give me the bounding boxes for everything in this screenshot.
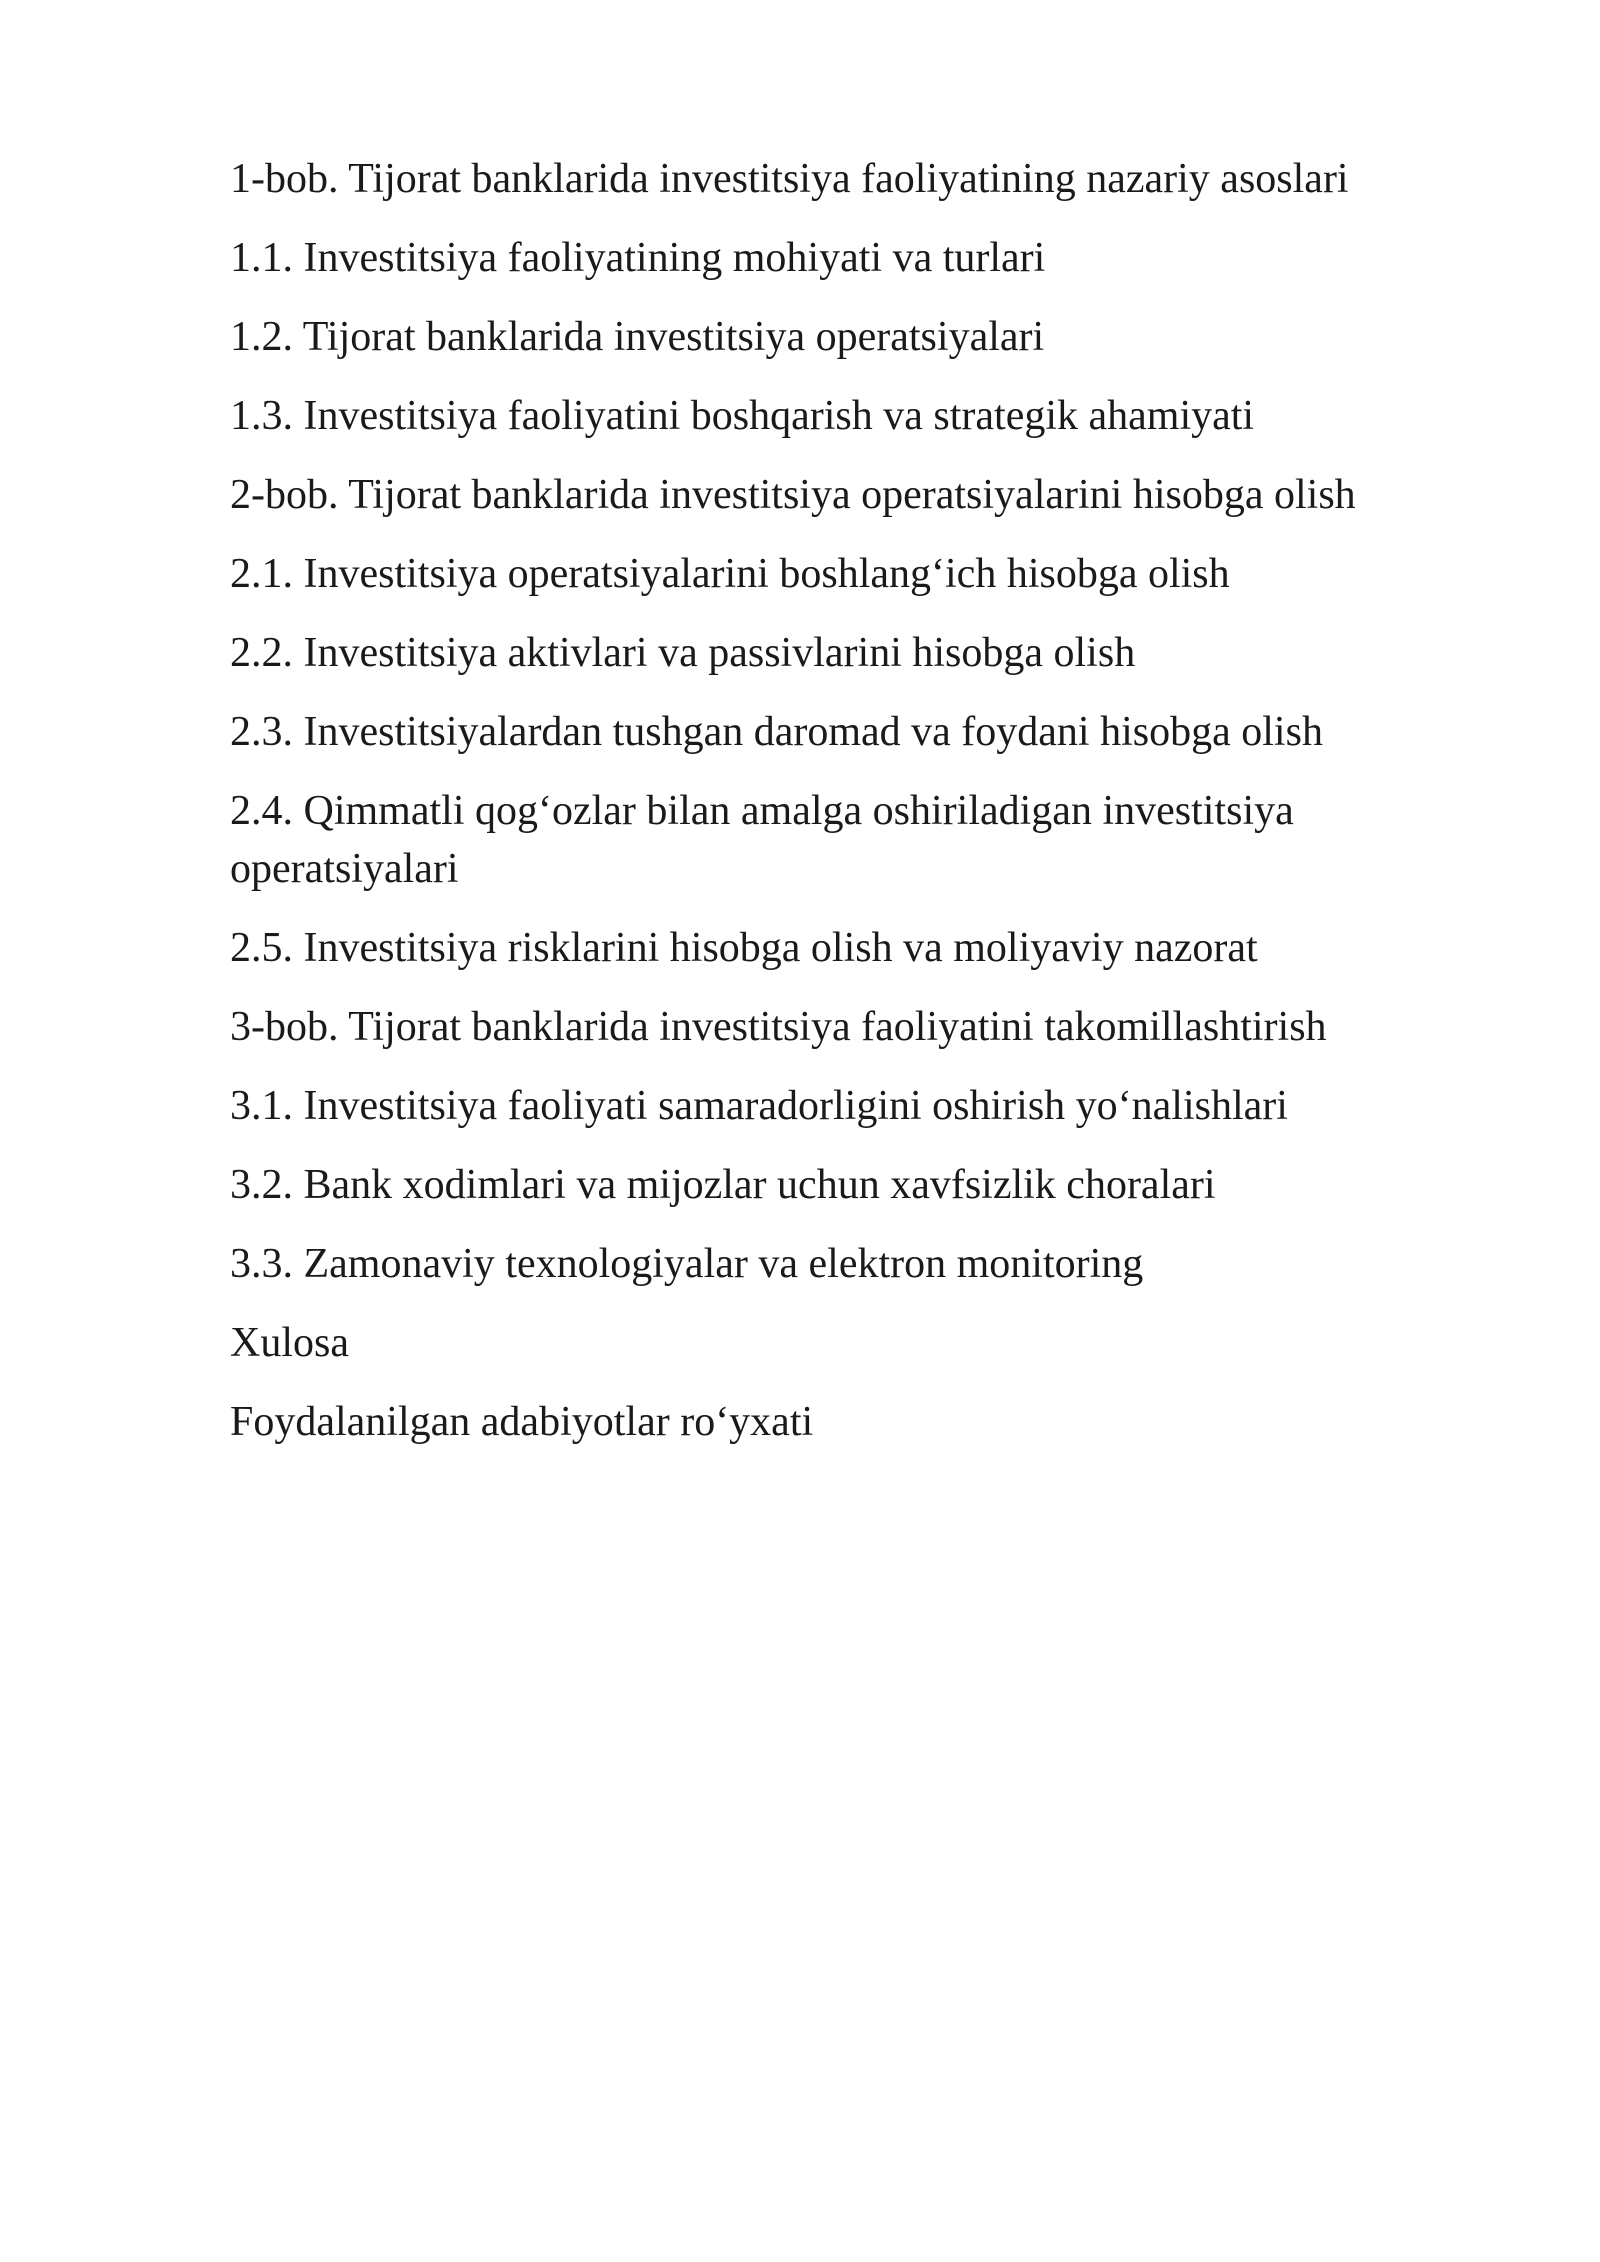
toc-section-2-5: 2.5. Investitsiya risklarini hisobga olish va moliyaviy nazorat: [230, 925, 1258, 971]
toc-section-1-3: 1.3. Investitsiya faoliyatini boshqarish va strategik ahamiyati: [230, 393, 1255, 439]
toc-conclusion: Xulosa: [230, 1320, 349, 1366]
toc-section-2-4: 2.4. Qimmatli qog‘ozlar bilan amalga oshiriladigan investitsiya operatsiyalari: [230, 788, 1294, 892]
toc-section-2-3: 2.3. Investitsiyalardan tushgan daromad va foydani hisobga olish: [230, 709, 1323, 755]
toc-section-2-1: 2.1. Investitsiya operatsiyalarini boshlang‘ich hisobga olish: [230, 551, 1230, 597]
toc-section-3-1: 3.1. Investitsiya faoliyati samaradorligini oshirish yo‘nalishlari: [230, 1083, 1288, 1129]
toc-section-1-1: 1.1. Investitsiya faoliyatining mohiyati va turlari: [230, 235, 1046, 281]
toc-references: Foydalanilgan adabiyotlar ro‘yxati: [230, 1399, 814, 1445]
toc-section-3-3: 3.3. Zamonaviy texnologiyalar va elektron monitoring: [230, 1241, 1144, 1287]
toc-chapter-1: 1-bob. Tijorat banklarida investitsiya faoliyatining nazariy asoslari: [230, 156, 1349, 202]
toc-chapter-3: 3-bob. Tijorat banklarida investitsiya faoliyatini takomillashtirish: [230, 1004, 1327, 1050]
toc-section-3-2: 3.2. Bank xodimlari va mijozlar uchun xavfsizlik choralari: [230, 1162, 1216, 1208]
toc-chapter-2: 2-bob. Tijorat banklarida investitsiya operatsiyalarini hisobga olish: [230, 472, 1356, 518]
table-of-contents: [230, 150, 1410, 1472]
toc-section-1-2: 1.2. Tijorat banklarida investitsiya operatsiyalari: [230, 314, 1045, 360]
toc-section-2-2: 2.2. Investitsiya aktivlari va passivlarini hisobga olish: [230, 630, 1136, 676]
